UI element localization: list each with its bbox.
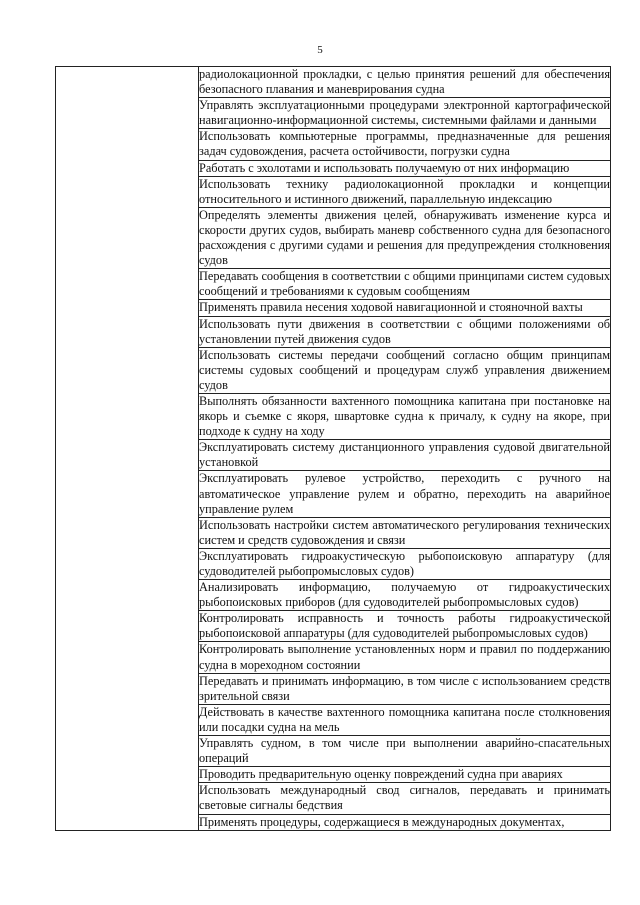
skill-cell: Использовать системы передачи сообщений согласно общим принципам системы судовых сообщений и процедурам служб управления движением судов — [199, 347, 610, 392]
table-row — [56, 67, 611, 98]
skill-cell: Контролировать выполнение установленных норм и правил по поддержанию судна в мореходном состоянии — [199, 642, 610, 672]
skill-cell: Применять правила несения ходовой навигационной и стояночной вахты — [199, 300, 611, 316]
skill-cell: Применять процедуры, содержащиеся в международных документах, — [199, 814, 611, 830]
skill-cell: Определять элементы движения целей, обнаруживать изменение курса и скорости других судов, выбирать маневр собственного судна для безопасного расхождения с другими судами и решения для предупреждения столкновения судов — [199, 207, 610, 268]
skill-cell: радиолокационной прокладки, с целью принятия решений для обеспечения безопасного плавания и маневрирования судна — [199, 67, 610, 97]
skill-cell: Проводить предварительную оценку повреждений судна при авариях — [199, 767, 611, 783]
skill-cell: Контролировать исправность и точность работы гидроакустической рыбопоисковой аппаратуры (для судоводителей рыбопромысловых судов) — [199, 611, 610, 641]
left-column-cell — [56, 67, 199, 831]
skill-cell: Действовать в качестве вахтенного помощника капитана после столкновения или посадки судна на мель — [199, 704, 610, 734]
skill-cell: Управлять судном, в том числе при выполнении аварийно-спасательных операций — [199, 736, 610, 766]
skill-cell: Передавать и принимать информацию, в том числе с использованием средств зрительной связи — [199, 673, 610, 703]
skill-cell: Управлять эксплуатационными процедурами электронной картографической навигационно-информационной системы, системными файлами и данными — [199, 98, 610, 128]
skill-cell: Эксплуатировать рулевое устройство, переходить с ручного на автоматическое управление рулем и обратно, переходить на аварийное управление рулем — [199, 471, 610, 516]
competency-table — [55, 66, 611, 831]
page-number: 5 — [317, 44, 323, 56]
skill-cell: Эксплуатировать систему дистанционного управления судовой двигательной установкой — [199, 440, 610, 470]
skill-cell: Использовать компьютерные программы, предназначенные для решения задач судовождения, расчета остойчивости, погрузки судна — [199, 129, 610, 159]
skill-cell: Передавать сообщения в соответствии с общими принципами систем судовых сообщений и требованиями к судовым сообщениям — [199, 269, 610, 299]
skill-cell: Выполнять обязанности вахтенного помощника капитана при постановке на якорь и съемке с якоря, швартовке судна к причалу, к судну на якоре, при подходе к судну на ходу — [199, 393, 610, 439]
skill-cell: Использовать пути движения в соответствии с общими положениями об установлении путей движения судов — [199, 316, 610, 346]
skill-cell: Использовать международный свод сигналов, передавать и принимать световые сигналы бедствия — [199, 783, 610, 813]
skill-cell: Эксплуатировать гидроакустическую рыбопоисковую аппаратуру (для судоводителей рыбопромысловых судов) — [199, 548, 610, 578]
skill-cell: Работать с эхолотами и использовать получаемую от них информацию — [199, 160, 611, 176]
skill-cell: Анализировать информацию, получаемую от гидроакустических рыбопоисковых приборов (для судоводителей рыбопромысловых судов) — [199, 580, 610, 610]
skill-cell: Использовать технику радиолокационной прокладки и концепции относительного и истинного движений, параллельную индексацию — [199, 176, 610, 206]
skill-cell: Использовать настройки систем автоматического регулирования технических систем и средств судовождения и связи — [199, 517, 610, 547]
